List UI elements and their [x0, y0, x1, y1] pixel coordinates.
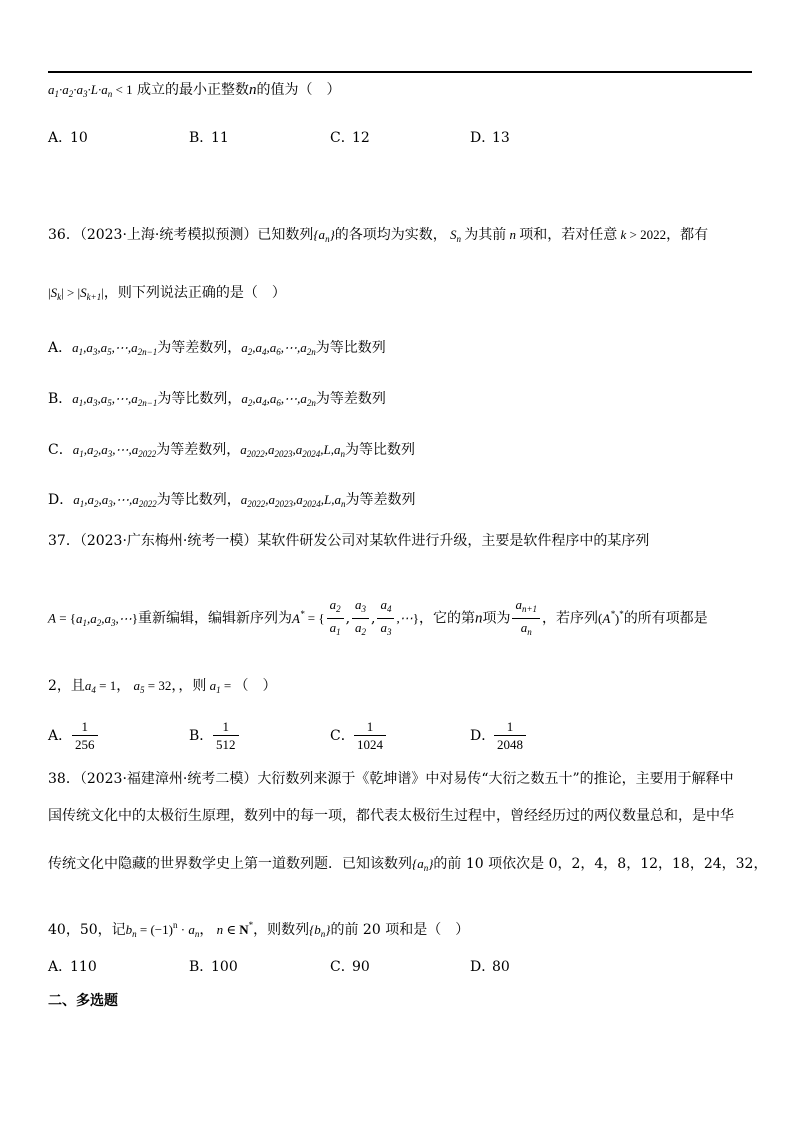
- q35-option-c[interactable]: C．12: [330, 130, 370, 146]
- q38-option-a[interactable]: A．110: [48, 959, 97, 975]
- section-heading: 二、多选题: [48, 993, 118, 1009]
- q38-stem-line2: 国传统文化中的太极衍生原理，数列中的每一项，都代表太极衍生过程中，曾经经历过的两仪数量总和，是中华: [48, 808, 734, 824]
- top-rule: [48, 71, 752, 73]
- q37-option-c[interactable]: C． $\frac{1}{1024}$: [330, 718, 388, 753]
- q36-option-d[interactable]: D．$a_1,a_2,a_3,\cdots,a_{2022}$为等比数列，$a_{2022},a_{2023},a_{2024},L,a_n$为等差数列: [48, 492, 416, 509]
- q37-stem-line2: $A = \{a_1,a_2,a_3,\cdots\}$重新编辑，编辑新序列为A* = { $\frac{a_2}{a_1}$ , $\frac{a_3}{a_2}$ , $\frac{a_4}{a_3}$ ,⋯}，它的第n项为 $\frac{a_{n+1}}{a_n}$ ，若序列(A*)*的所有项都是: [48, 597, 708, 637]
- q35-option-d[interactable]: D．13: [470, 130, 510, 146]
- q36-option-c[interactable]: C．$a_1,a_2,a_3,\cdots,a_{2022}$为等差数列，$a_{2022},a_{2023},a_{2024},L,a_n$为等比数列: [48, 442, 415, 459]
- q36-option-a[interactable]: A．$a_1,a_3,a_5,\cdots,a_{2n-1}$为等差数列，$a_2,a_4,a_6,\cdots,a_{2n}$为等比数列: [48, 340, 386, 357]
- q37-option-a[interactable]: A． $\frac{1}{256}$: [48, 718, 100, 753]
- q37-option-b[interactable]: B． $\frac{1}{512}$: [189, 718, 241, 753]
- q36-stem: 36．（2023·上海·统考模拟预测）已知数列$\{a_n\}$的各项均为实数， $S_n$ 为其前 n 项和，若对任意 k > 2022，都有: [48, 227, 709, 244]
- q38-option-b[interactable]: B．100: [189, 959, 238, 975]
- q37-stem: 37．（2023·广东梅州·统考一模）某软件研发公司对某软件进行升级，主要是软件程序中的某序列: [48, 533, 650, 549]
- q37-stem-line3: 2，且$a_4 = 1$， $a_5 = 32$，，则 $a_1$ = （ ）: [48, 678, 277, 695]
- q35-condition-line: $a_1\cdot a_2\cdot a_3\cdot L\cdot a_n < 1$ 成立的最小正整数n的值为（ ）: [48, 82, 341, 99]
- q37-option-d[interactable]: D． $\frac{1}{2048}$: [470, 718, 528, 753]
- q36-option-b[interactable]: B．$a_1,a_3,a_5,\cdots,a_{2n-1}$为等比数列，$a_2,a_4,a_6,\cdots,a_{2n}$为等差数列: [48, 391, 386, 408]
- q36-stem-line2: $|S_k| > |S_{k+1}|$，则下列说法正确的是（ ）: [48, 285, 286, 302]
- q35-option-a[interactable]: A．10: [48, 130, 88, 146]
- q38-stem-line4: 40，50，记$b_n = (-1)^n \cdot a_n$， n ∈ N*，则数列$\{b_n\}$的前 20 项和是（ ）: [48, 920, 470, 939]
- q38-option-d[interactable]: D．80: [470, 959, 510, 975]
- q35-option-b[interactable]: B．11: [189, 130, 229, 146]
- q38-stem-line1: 38．（2023·福建漳州·统考二模）大衍数列来源于《乾坤谱》中对易传“大衍之数五十”的推论，主要用于解释中: [48, 771, 734, 787]
- q38-option-c[interactable]: C．90: [330, 959, 370, 975]
- q38-stem-line3: 传统文化中隐藏的世界数学史上第一道数列题．已知该数列$\{a_n\}$的前 10 项依次是 0，2，4，8，12，18，24，32，: [48, 856, 768, 873]
